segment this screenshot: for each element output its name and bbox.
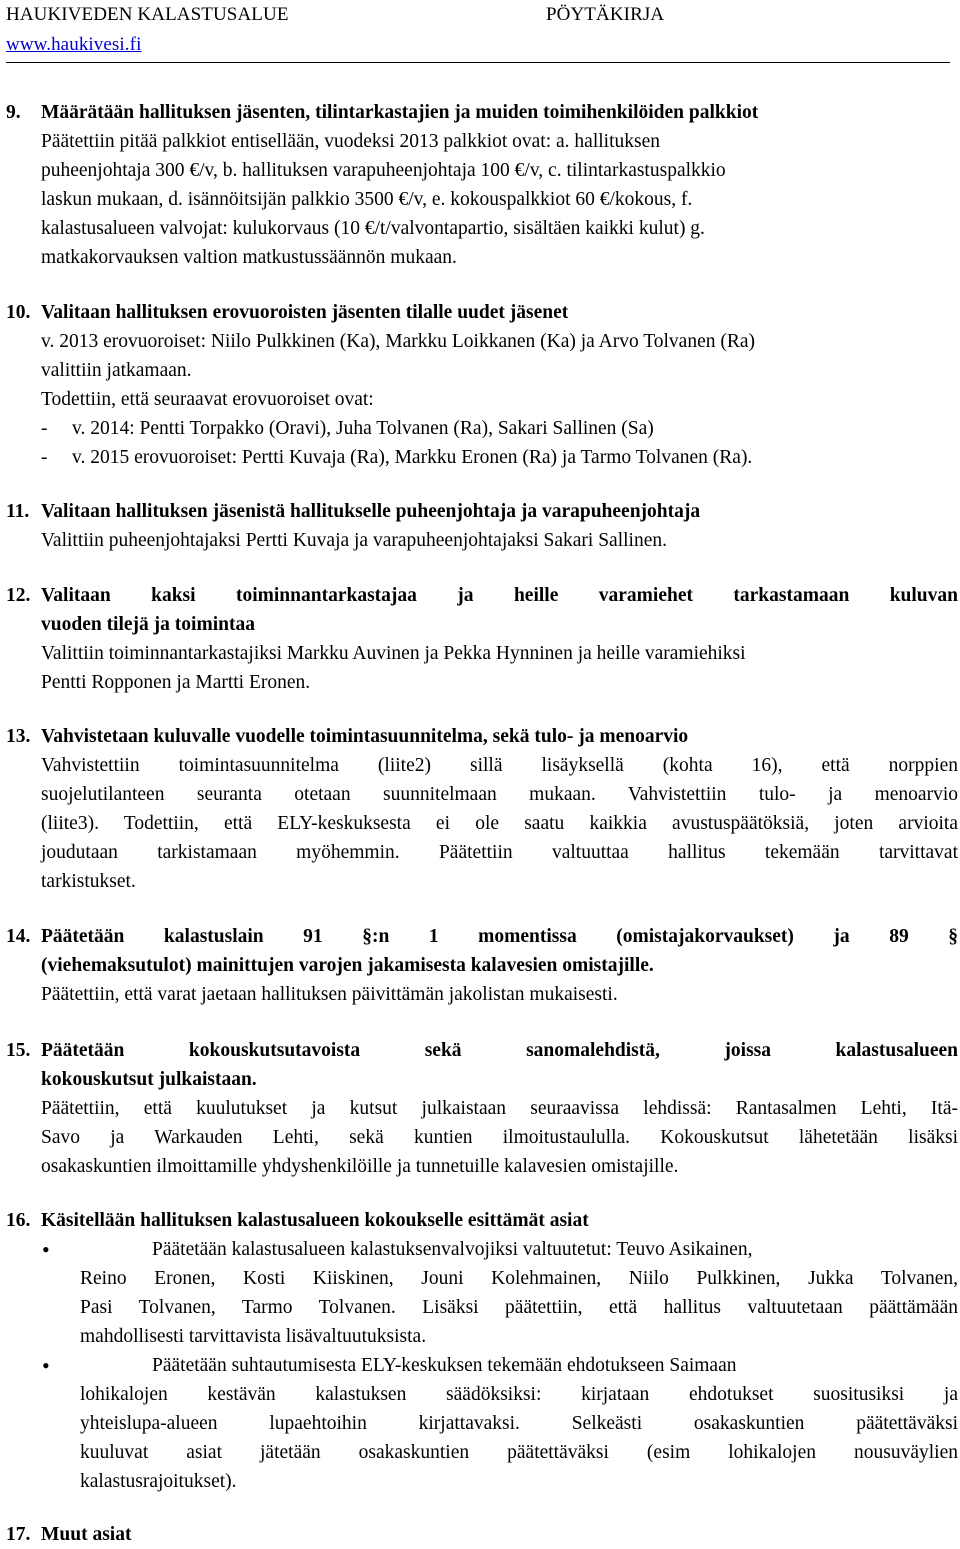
dash-marker: - <box>41 447 48 468</box>
section-body <box>6 327 958 414</box>
body-line: Savo ja Warkauden Lehti, sekä kuntien ilmoitustaululla. Kokouskutsut lähetetään lisäksi <box>41 1127 958 1148</box>
section-number: 15. <box>6 1040 31 1061</box>
section-13 <box>6 722 958 896</box>
section-title-line: (viehemaksutulot) mainittujen varojen jakamisesta kalavesien omistajille. <box>41 955 654 976</box>
section-number: 9. <box>6 102 21 123</box>
section-heading <box>6 1520 958 1549</box>
section-number: 10. <box>6 302 31 323</box>
dash-marker: - <box>41 418 48 439</box>
section-16 <box>6 1206 958 1496</box>
section-heading <box>6 298 958 327</box>
body-line: Pasi Tolvanen, Tarmo Tolvanen. Lisäksi päätettiin, että hallitus valtuutetaan päättämään <box>80 1297 958 1318</box>
website-link[interactable]: www.haukivesi.fi <box>6 34 142 55</box>
section-title-line: Päätetään kokouskutsutavoista sekä sanomalehdistä, joissa kalastusalueen <box>41 1040 958 1061</box>
section-heading <box>6 922 958 951</box>
bullet-item <box>6 1235 958 1351</box>
body-line: kalastusalueen valvojat: kulukorvaus (10 €/t/valvontapartio, sisältäen kaikki kulut) g. <box>41 218 705 239</box>
dash-list-item <box>6 443 958 472</box>
body-line: yhteislupa-alueen lupaehtoihin kirjattavaksi. Selkeästi osakaskuntien päätettäväksi <box>80 1413 958 1434</box>
document-type: PÖYTÄKIRJA <box>546 4 665 25</box>
body-line: Vahvistettiin toimintasuunnitelma (liite2) sillä lisäyksellä (kohta 16), että norppien <box>41 755 958 776</box>
section-14 <box>6 922 958 1009</box>
bullet-marker: • <box>42 1353 50 1378</box>
section-title: Valitaan hallituksen erovuoroisten jäsenten tilalle uudet jäsenet <box>41 302 569 323</box>
section-heading <box>6 722 958 751</box>
section-title: Vahvistetaan kuluvalle vuodelle toimintasuunnitelma, sekä tulo- ja menoarvio <box>41 726 689 747</box>
section-number: 17. <box>6 1524 31 1545</box>
organization-name: HAUKIVEDEN KALASTUSALUE <box>6 4 289 25</box>
section-title: Muut asiat <box>41 1524 132 1545</box>
body-line: laskun mukaan, d. isännöitsijän palkkio 3500 €/v, e. kokouspalkkiot 60 €/kokous, f. <box>41 189 693 210</box>
section-11 <box>6 497 958 555</box>
section-body <box>6 526 958 555</box>
section-body <box>6 980 958 1009</box>
section-title: Käsitellään hallituksen kalastusalueen kokoukselle esittämät asiat <box>41 1210 589 1231</box>
header-divider <box>6 62 950 63</box>
section-number: 16. <box>6 1210 31 1231</box>
body-line: (liite3). Todettiin, että ELY-keskuksesta ei ole saatu kaikkia avustuspäätöksiä, joten arvioita <box>41 813 958 834</box>
section-heading <box>6 1206 958 1235</box>
body-line: valittiin jatkamaan. <box>41 360 192 381</box>
section-number: 11. <box>6 501 30 522</box>
body-line: lohikalojen kestävän kalastuksen säädöksiksi: kirjataan ehdotukset suositusiksi ja <box>80 1384 958 1405</box>
bullet-marker: • <box>42 1237 50 1262</box>
section-body <box>6 1094 958 1181</box>
section-title-line: kokouskutsut julkaistaan. <box>41 1069 257 1090</box>
body-line: Päätettiin, että varat jaetaan hallituksen päivittämän jakolistan mukaisesti. <box>41 984 618 1005</box>
body-line: tarkistukset. <box>41 871 136 892</box>
section-title-line: Päätetään kalastuslain 91 §:n 1 momentissa (omistajakorvaukset) ja 89 § <box>41 926 958 947</box>
body-line: mahdollisesti tarvittavista lisävaltuutuksista. <box>80 1326 427 1347</box>
body-line: Reino Eronen, Kosti Kiiskinen, Jouni Kolehmainen, Niilo Pulkkinen, Jukka Tolvanen, <box>80 1268 958 1289</box>
dash-list-item <box>6 414 958 443</box>
body-line: matkakorvauksen valtion matkustussäännön mukaan. <box>41 247 457 268</box>
section-body <box>6 751 958 896</box>
section-heading <box>6 581 958 610</box>
body-line: Päätetään kalastusalueen kalastuksenvalvojiksi valtuutetut: Teuvo Asikainen, <box>152 1239 753 1260</box>
section-9 <box>6 98 958 272</box>
bullet-item <box>6 1351 958 1496</box>
section-number: 13. <box>6 726 31 747</box>
dash-item-text: v. 2015 erovuoroiset: Pertti Kuvaja (Ra), Markku Eronen (Ra) ja Tarmo Tolvanen (Ra). <box>72 447 753 468</box>
section-title: Valitaan hallituksen jäsenistä hallitukselle puheenjohtaja ja varapuheenjohtaja <box>41 501 701 522</box>
section-heading <box>6 1036 958 1065</box>
body-line: suojelutilanteen seuranta otetaan suunnitelmaan mukaan. Vahvistettiin tulo- ja menoarvio <box>41 784 958 805</box>
section-number: 12. <box>6 585 31 606</box>
body-line: Todettiin, että seuraavat erovuoroiset ovat: <box>41 389 374 410</box>
body-line: Valittiin toiminnantarkastajiksi Markku Auvinen ja Pekka Hynninen ja heille varamiehiksi <box>41 643 746 664</box>
body-line: kuuluvat asiat jätetään osakaskuntien päätettäväksi (esim lohikalojen nousuväylien <box>80 1442 958 1463</box>
body-line: Valittiin puheenjohtajaksi Pertti Kuvaja ja varapuheenjohtajaksi Sakari Sallinen. <box>41 530 667 551</box>
body-line: Päätettiin, että kuulutukset ja kutsut julkaistaan seuraavissa lehdissä: Rantasalmen Lehti, Itä- <box>41 1098 958 1119</box>
bullet-text <box>80 1351 958 1496</box>
section-body <box>6 127 958 272</box>
section-title-line: Valitaan kaksi toiminnantarkastajaa ja heille varamiehet tarkastamaan kuluvan <box>41 585 958 606</box>
section-12 <box>6 581 958 697</box>
body-line: Pentti Ropponen ja Martti Eronen. <box>41 672 311 693</box>
body-line: Päätettiin pitää palkkiot entisellään, vuodeksi 2013 palkkiot ovat: a. hallituksen <box>41 131 660 152</box>
body-line: Päätetään suhtautumisesta ELY-keskuksen tekemään ehdotukseen Saimaan <box>152 1355 737 1376</box>
section-title-line: vuoden tilejä ja toimintaa <box>41 614 255 635</box>
body-line: osakaskuntien ilmoittamille yhdyshenkilöille ja tunnetuille kalavesien omistajille. <box>41 1156 679 1177</box>
bullet-text <box>80 1235 958 1351</box>
section-10 <box>6 298 958 472</box>
dash-item-text: v. 2014: Pentti Torpakko (Oravi), Juha Tolvanen (Ra), Sakari Sallinen (Sa) <box>72 418 654 439</box>
body-line: kalastusrajoitukset). <box>80 1471 237 1492</box>
section-heading <box>6 98 958 127</box>
body-line: joudutaan tarkistamaan myöhemmin. Päätettiin valtuuttaa hallitus tekemään tarvittavat <box>41 842 958 863</box>
section-number: 14. <box>6 926 31 947</box>
section-title: Määrätään hallituksen jäsenten, tilintarkastajien ja muiden toimihenkilöiden palkkiot <box>41 102 759 123</box>
body-line: v. 2013 erovuoroiset: Niilo Pulkkinen (Ka), Markku Loikkanen (Ka) ja Arvo Tolvanen (Ra) <box>41 331 756 352</box>
body-line: puheenjohtaja 300 €/v, b. hallituksen varapuheenjohtaja 100 €/v, c. tilintarkastuspalkkio <box>41 160 726 181</box>
section-17 <box>6 1520 958 1549</box>
section-body <box>6 639 958 697</box>
section-15 <box>6 1036 958 1181</box>
section-heading <box>6 497 958 526</box>
